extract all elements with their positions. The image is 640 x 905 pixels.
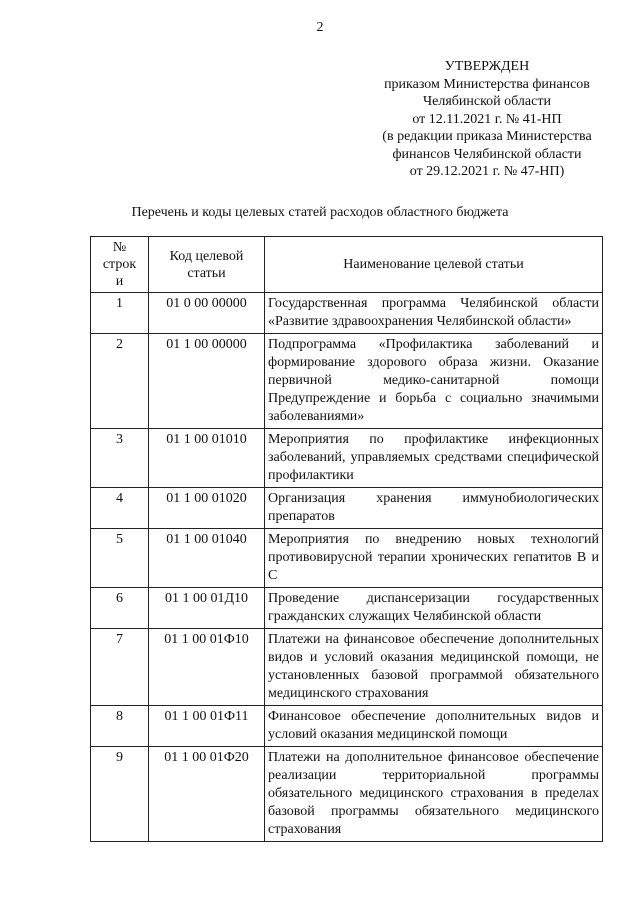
code-cell: 01 1 00 01040: [149, 529, 265, 588]
row-number-cell: 2: [91, 334, 149, 429]
table-row: [91, 529, 603, 588]
row-number-cell: 6: [91, 588, 149, 629]
table-header-row: [91, 237, 603, 293]
table-row: [91, 629, 603, 706]
table-row: [91, 747, 603, 842]
code-cell: 01 1 00 00000: [149, 334, 265, 429]
name-cell: Подпрограмма «Профилактика заболеваний и формирование здорового образа жизни. Оказание первичной медико-санитарной помощи Предупреждение и борьба с социально значимыми заболеваниями»: [265, 334, 603, 429]
table-row: [91, 293, 603, 334]
name-cell: Мероприятия по внедрению новых технологий противовирусной терапии хронических гепатитов В и С: [265, 529, 603, 588]
row-number-cell: 7: [91, 629, 149, 706]
table-row: [91, 334, 603, 429]
row-number-cell: 5: [91, 529, 149, 588]
row-number-cell: 1: [91, 293, 149, 334]
row-number-cell: 8: [91, 706, 149, 747]
header-code: Код целевой статьи: [149, 237, 265, 293]
table-row: [91, 429, 603, 488]
name-cell: Платежи на дополнительное финансовое обеспечение реализации территориальной программы обязательного медицинского страхования в пределах базовой программы обязательного медицинского страхования: [265, 747, 603, 842]
document-title: Перечень и коды целевых статей расходов областного бюджета: [131, 205, 509, 220]
approval-line: финансов Челябинской области: [392, 146, 582, 162]
code-cell: 01 1 00 01Ф20: [149, 747, 265, 842]
name-cell: Проведение диспансеризации государственных гражданских служащих Челябинской области: [265, 588, 603, 629]
approval-line: от 29.12.2021 г. № 47-НП): [409, 164, 565, 179]
row-number-cell: 4: [91, 488, 149, 529]
approval-line: УТВЕРЖДЕН: [444, 59, 530, 74]
code-cell: 01 0 00 00000: [149, 293, 265, 334]
code-cell: 01 1 00 01020: [149, 488, 265, 529]
name-cell: Финансовое обеспечение дополнительных видов и условий оказания медицинской помощи: [265, 706, 603, 747]
table-row: [91, 706, 603, 747]
name-cell: Платежи на финансовое обеспечение дополнительных видов и условий оказания медицинской помощи, не установленных базовой программой обязательного медицинского страхования: [265, 629, 603, 706]
approval-line: (в редакции приказа Министерства: [382, 129, 592, 144]
header-row-number: № строк и: [91, 237, 149, 293]
table-row: [91, 488, 603, 529]
target-articles-table: [90, 236, 603, 842]
name-cell: Государственная программа Челябинской области «Развитие здравоохранения Челябинской области»: [265, 293, 603, 334]
table-row: [91, 588, 603, 629]
approval-line: от 12.11.2021 г. № 41-НП: [412, 111, 562, 127]
row-number-cell: 3: [91, 429, 149, 488]
approval-stamp: [350, 58, 624, 181]
code-cell: 01 1 00 01Ф11: [149, 706, 265, 747]
row-number-cell: 9: [91, 747, 149, 842]
name-cell: Мероприятия по профилактике инфекционных заболеваний, управляемых средствами специфической профилактики: [265, 429, 603, 488]
header-name: Наименование целевой статьи: [265, 237, 603, 293]
code-cell: 01 1 00 01010: [149, 429, 265, 488]
approval-line: приказом Министерства финансов: [384, 76, 590, 92]
page-number: 2: [316, 20, 324, 35]
code-cell: 01 1 00 01Ф10: [149, 629, 265, 706]
approval-line: Челябинской области: [423, 94, 551, 109]
code-cell: 01 1 00 01Д10: [149, 588, 265, 629]
name-cell: Организация хранения иммунобиологических препаратов: [265, 488, 603, 529]
